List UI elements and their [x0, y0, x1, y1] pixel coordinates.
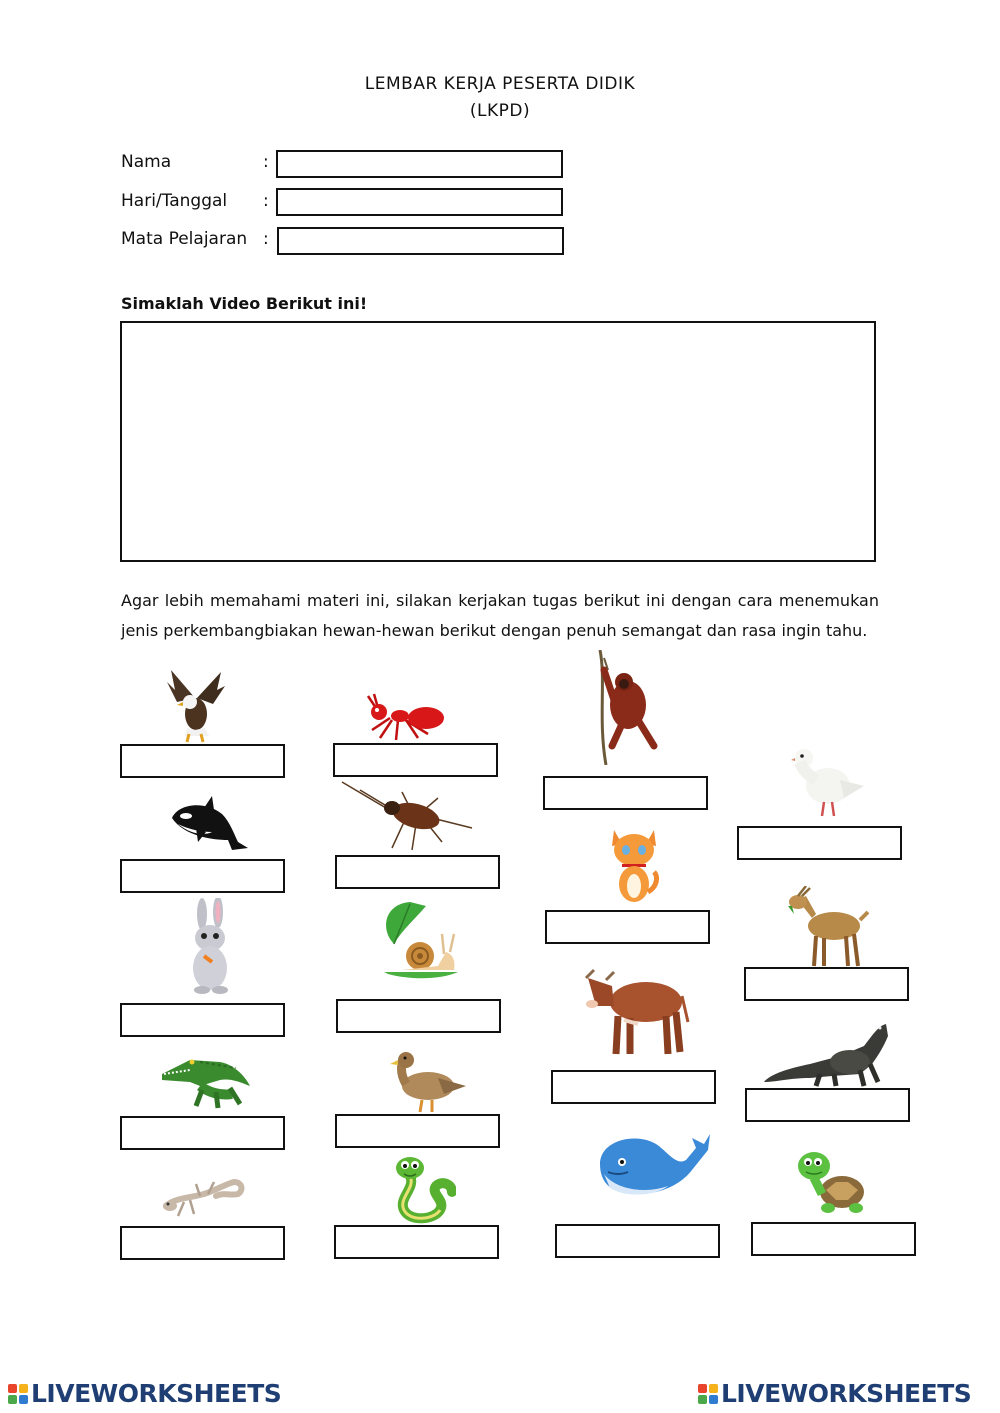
crocodile-icon [160, 1046, 252, 1112]
answer-box-snail[interactable] [336, 999, 501, 1033]
orangutan-icon [588, 650, 663, 765]
answer-box-orca[interactable] [120, 859, 285, 893]
cat-icon [608, 826, 660, 906]
rabbit-icon [188, 898, 232, 994]
answer-box-dove[interactable] [737, 826, 902, 860]
subject-field[interactable] [277, 227, 564, 255]
answer-box-komodo[interactable] [745, 1088, 910, 1122]
worksheet-title: LEMBAR KERJA PESERTA DIDIK [364, 74, 636, 94]
name-colon: : [263, 152, 269, 172]
video-player[interactable] [120, 321, 876, 562]
answer-box-snake[interactable] [334, 1225, 499, 1259]
answer-box-rabbit[interactable] [120, 1003, 285, 1037]
footer-brand-left: LIVEWORKSHEETS [31, 1379, 282, 1408]
goat-icon [784, 886, 870, 968]
instructions-paragraph: Agar lebih memahami materi ini, silakan kerjakan tugas berikut ini dengan cara menemukan jenis perkembangbiakan hewan-hewan berikut dengan penuh semangat dan rasa ingin tahu. [121, 591, 879, 640]
answer-box-gecko[interactable] [120, 1226, 285, 1260]
date-label: Hari/Tanggal [121, 191, 228, 211]
footer-logo-right [698, 1379, 971, 1408]
snail-icon [380, 900, 460, 980]
cockroach-icon [340, 778, 474, 854]
subject-label: Mata Pelajaran [121, 229, 248, 249]
ant-icon [362, 690, 452, 746]
video-heading: Simaklah Video Berikut ini! [121, 294, 368, 313]
answer-box-duck[interactable] [335, 1114, 500, 1148]
liveworksheets-logo-icon [8, 1384, 28, 1404]
snake-icon [390, 1154, 456, 1226]
eagle-icon [165, 668, 227, 746]
liveworksheets-logo-icon [698, 1384, 718, 1404]
duck-icon [388, 1050, 466, 1116]
dove-icon [790, 740, 866, 820]
footer-logo-left [8, 1379, 281, 1408]
answer-box-cow[interactable] [551, 1070, 716, 1104]
answer-box-turtle[interactable] [751, 1222, 916, 1256]
gecko-icon [160, 1172, 246, 1220]
komodo-icon [760, 1016, 890, 1088]
cow-icon [584, 966, 692, 1058]
answer-box-eagle[interactable] [120, 744, 285, 778]
answer-box-whale[interactable] [555, 1224, 720, 1258]
answer-box-ant[interactable] [333, 743, 498, 777]
date-colon: : [263, 191, 269, 211]
footer-brand-right: LIVEWORKSHEETS [721, 1379, 972, 1408]
answer-box-goat[interactable] [744, 967, 909, 1001]
orca-icon [168, 796, 250, 854]
answer-box-orangutan[interactable] [543, 776, 708, 810]
name-field[interactable] [276, 150, 563, 178]
answer-box-crocodile[interactable] [120, 1116, 285, 1150]
answer-box-cat[interactable] [545, 910, 710, 944]
date-field[interactable] [276, 188, 563, 216]
answer-box-cockroach[interactable] [335, 855, 500, 889]
whale-icon [596, 1130, 712, 1200]
turtle-icon [796, 1146, 868, 1216]
subject-colon: : [263, 229, 269, 249]
worksheet-subtitle: (LKPD) [469, 101, 531, 121]
name-label: Nama [121, 152, 172, 172]
